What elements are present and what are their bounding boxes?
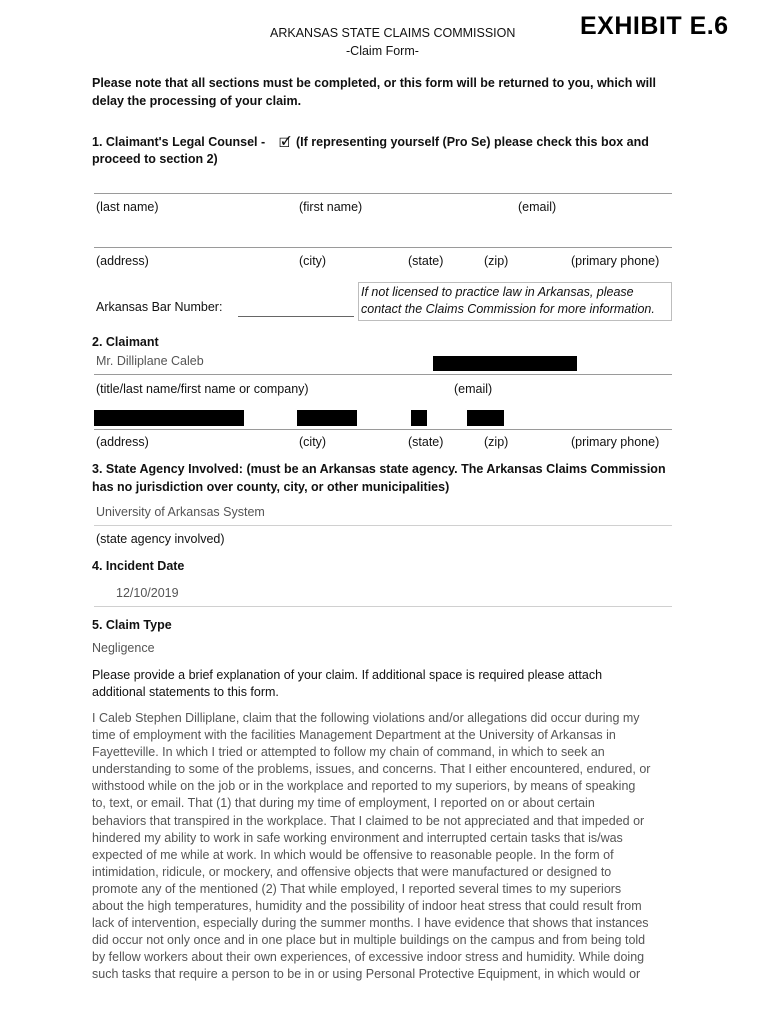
counsel-city-label: (city) xyxy=(299,254,327,268)
section1-title-line2: proceed to section 2) xyxy=(92,152,218,166)
section3-title-line2: has no jurisdiction over county, city, or other municipalities) xyxy=(92,480,450,494)
completion-note-line1: Please note that all sections must be completed, or this form will be returned to you, which will xyxy=(92,76,656,90)
counsel-first-name-label: (first name) xyxy=(299,200,363,214)
exhibit-label: EXHIBIT E.6 xyxy=(580,12,729,40)
claimant-name-field-line xyxy=(94,374,672,375)
completion-note-line2: delay the processing of your claim. xyxy=(92,94,302,108)
explanation-instruction-line2: additional statements to this form. xyxy=(92,685,279,699)
explanation-line: time of employment with the facilities Management Department at the University of Arkansas in xyxy=(92,728,616,743)
counsel-zip-label: (zip) xyxy=(484,254,509,268)
form-subtitle: -Claim Form- xyxy=(346,44,419,58)
claimant-address-label: (address) xyxy=(96,435,149,449)
agency-field-line xyxy=(94,525,672,526)
explanation-line: expected of me while at work. In which would be offensive to reasonable people. In the form of xyxy=(92,847,614,862)
section4-title: 4. Incident Date xyxy=(92,559,185,573)
counsel-phone-label: (primary phone) xyxy=(571,254,660,268)
bar-number-field[interactable] xyxy=(238,316,354,317)
incident-date-field-line xyxy=(94,606,672,607)
explanation-line: lack of intervention, especially during the summer months. I have evidence that shows that instances xyxy=(92,916,649,931)
explanation-line: about the high temperatures, humidity and the possibility of indoor heat stress that could result from xyxy=(92,899,642,914)
claimant-address-redaction xyxy=(94,410,244,426)
counsel-name-field-line xyxy=(94,193,672,194)
explanation-line: withstood while on the job or in the workplace and reported to my superiors, by means of speaking xyxy=(92,779,636,794)
claim-explanation xyxy=(92,710,682,984)
explanation-line: Fayetteville. In which I tried or attempted to follow my chain of command, in which to seek an xyxy=(92,745,605,760)
counsel-last-name-label: (last name) xyxy=(96,200,159,214)
bar-note-line2: contact the Claims Commission for more information. xyxy=(361,302,655,316)
agency-value: University of Arkansas System xyxy=(96,505,265,519)
agency-label: (state agency involved) xyxy=(96,532,225,546)
claimant-email-label: (email) xyxy=(454,382,493,396)
bar-number-label: Arkansas Bar Number: xyxy=(96,300,223,314)
counsel-address-field-line xyxy=(94,247,672,248)
pro-se-label: (If representing yourself (Pro Se) please check this box and xyxy=(296,135,649,149)
counsel-email-label: (email) xyxy=(518,200,557,214)
claimant-state-redaction xyxy=(411,410,427,426)
claimant-city-label: (city) xyxy=(299,435,327,449)
counsel-state-label: (state) xyxy=(408,254,444,268)
explanation-line: intimidation, ridicule, or mockery, and offensive objects that were manufactured or designed to xyxy=(92,864,612,879)
incident-date-value: 12/10/2019 xyxy=(116,586,179,600)
claimant-city-redaction xyxy=(297,410,357,426)
section2-title: 2. Claimant xyxy=(92,335,159,349)
section3-title-line1: 3. State Agency Involved: (must be an Arkansas state agency. The Arkansas Claims Commission xyxy=(92,462,666,476)
claimant-email-redaction xyxy=(433,356,577,371)
explanation-instruction-line1: Please provide a brief explanation of your claim. If additional space is required please attach xyxy=(92,668,603,682)
claimant-name-value: Mr. Dilliplane Caleb xyxy=(96,354,204,368)
commission-title: ARKANSAS STATE CLAIMS COMMISSION xyxy=(270,26,516,40)
claimant-zip-redaction xyxy=(467,410,504,426)
explanation-line: behaviors that transpired in the workplace. That I claimed to be not appreciated and that impeded or xyxy=(92,813,645,828)
bar-note-line1: If not licensed to practice law in Arkansas, please xyxy=(361,285,634,299)
explanation-line: to, text, or email. That (1) that during my time of employment, I reported on or about certain xyxy=(92,796,595,811)
claimant-phone-label: (primary phone) xyxy=(571,435,660,449)
explanation-line: understanding to some of the problems, issues, and concerns. That I either encountered, endured, or xyxy=(92,762,651,777)
explanation-line: I Caleb Stephen Dilliplane, claim that the following violations and/or allegations did occur during my xyxy=(92,711,640,725)
pro-se-checkbox[interactable]: 🗹 xyxy=(279,135,291,150)
section1-title-line1: 1. Claimant's Legal Counsel - xyxy=(92,135,266,149)
claimant-name-label: (title/last name/first name or company) xyxy=(96,382,309,396)
bar-note-box xyxy=(358,282,672,321)
explanation-line: by fellow workers about their own experiences, of excessive indoor stress and humidity. While doing xyxy=(92,950,645,965)
section5-title: 5. Claim Type xyxy=(92,618,172,632)
explanation-line: such tasks that require a person to be in or using Personal Protective Equipment, in which would or xyxy=(92,967,641,982)
explanation-line: hindered my ability to work in safe working environment and interrupted certain tasks that is/was xyxy=(92,830,623,845)
claimant-address-field-line xyxy=(94,429,672,430)
claimant-state-label: (state) xyxy=(408,435,444,449)
counsel-address-label: (address) xyxy=(96,254,149,268)
claim-type-value: Negligence xyxy=(92,641,155,655)
claimant-zip-label: (zip) xyxy=(484,435,509,449)
explanation-line: promote any of the mentioned (2) That while employed, I reported several times to my superiors xyxy=(92,881,622,896)
explanation-line: did occur not only once and in one place but in multiple buildings on the campus and from being told xyxy=(92,933,646,948)
